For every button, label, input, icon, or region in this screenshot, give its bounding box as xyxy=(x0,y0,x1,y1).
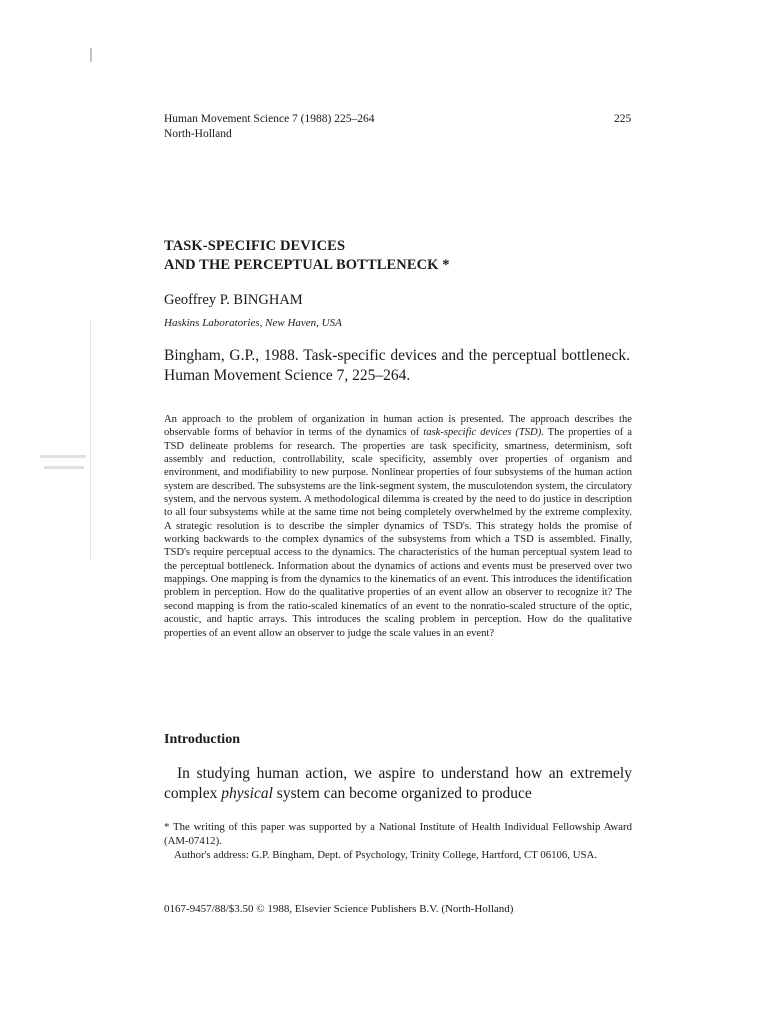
intro-text-end: system can become organized to produce xyxy=(272,785,532,802)
introduction-paragraph xyxy=(164,764,632,804)
abstract-text-start: An approach to the problem of organization in human action is presented. The approach describes the observable forms of behavior in terms of the dynamics of xyxy=(164,414,632,439)
footnote xyxy=(164,820,632,862)
footnote-address: Author's address: G.P. Bingham, Dept. of Psychology, Trinity College, Hartford, CT 06106, USA. xyxy=(174,849,598,861)
article-title-line-1: TASK-SPECIFIC DEVICES xyxy=(164,238,346,254)
scan-artifact xyxy=(40,455,86,458)
copyright-line: 0167-9457/88/$3.50 © 1988, Elsevier Science Publishers B.V. (North-Holland) xyxy=(164,903,514,915)
author-name: Geoffrey P. BINGHAM xyxy=(164,292,303,308)
abstract-paragraph xyxy=(164,413,632,640)
page-number: 225 xyxy=(614,113,632,125)
intro-emphasis: physical xyxy=(221,785,273,802)
abstract xyxy=(164,413,632,640)
reference-citation: Bingham, G.P., 1988. Task-specific devices and the perceptual bottleneck. Human Movement Science 7, 225–264. xyxy=(164,347,630,384)
publisher-line: North-Holland xyxy=(164,128,232,140)
article-title-line-2: AND THE PERCEPTUAL BOTTLENECK * xyxy=(164,257,450,273)
journal-citation-line: Human Movement Science 7 (1988) 225–264 xyxy=(164,113,375,125)
scan-artifact xyxy=(90,48,92,62)
abstract-text-rest: The properties of a TSD delineate problems for research. The properties are task specificity, smartness, determinism, soft assembly and reduction, controllability, scale specificity, assembly over properties of organism and environment, and modifiability to new purpose. Nonlinear properties of four subsystems of the human action system are described. The subsystems are the link-segment system, the musculotendon system, the circulatory system, and the nervous system. A methodological dilemma is created by the need to do justice in description to all four subsystems while at the same time not being completely overwhelmed by the extreme complexity. A strategic resolution is to describe the simpler dynamics of TSD's. This strategy holds the promise of working backwards to the complex dynamics of the subsystems from which a TSD is assembled. Finally, TSD's require perceptual access to the dynamics. The characteristics of the human perceptual system lead to the perceptual bottleneck. Information about the dynamics of actions and events must be preserved over two mappings. One mapping is from the dynamics to the kinematics of an event. This introduces the identification problem in perception. How do the qualitative properties of an event allow an observer to recognize it? The second mapping is from the ratio-scaled kinematics of an event to the nonratio-scaled structure of the optic, acoustic, and haptic arrays. This introduces the scaling problem in perception. How do the qualitative properties of an event allow an observer to judge the scale values in an event? xyxy=(164,427,632,639)
scan-artifact xyxy=(90,320,91,560)
scan-artifact xyxy=(44,466,84,469)
section-heading-introduction: Introduction xyxy=(164,732,240,747)
author-affiliation: Haskins Laboratories, New Haven, USA xyxy=(164,317,342,329)
intro-text-start: In studying human action, we aspire to understand how an extremely complex xyxy=(164,765,632,802)
footnote-funding: * The writing of this paper was supported by a National Institute of Health Individual Fellowship Award (AM-07412). xyxy=(164,821,632,847)
abstract-emphasis: task-specific devices (TSD). xyxy=(423,427,544,439)
article-title xyxy=(164,237,450,275)
journal-header xyxy=(164,112,374,142)
